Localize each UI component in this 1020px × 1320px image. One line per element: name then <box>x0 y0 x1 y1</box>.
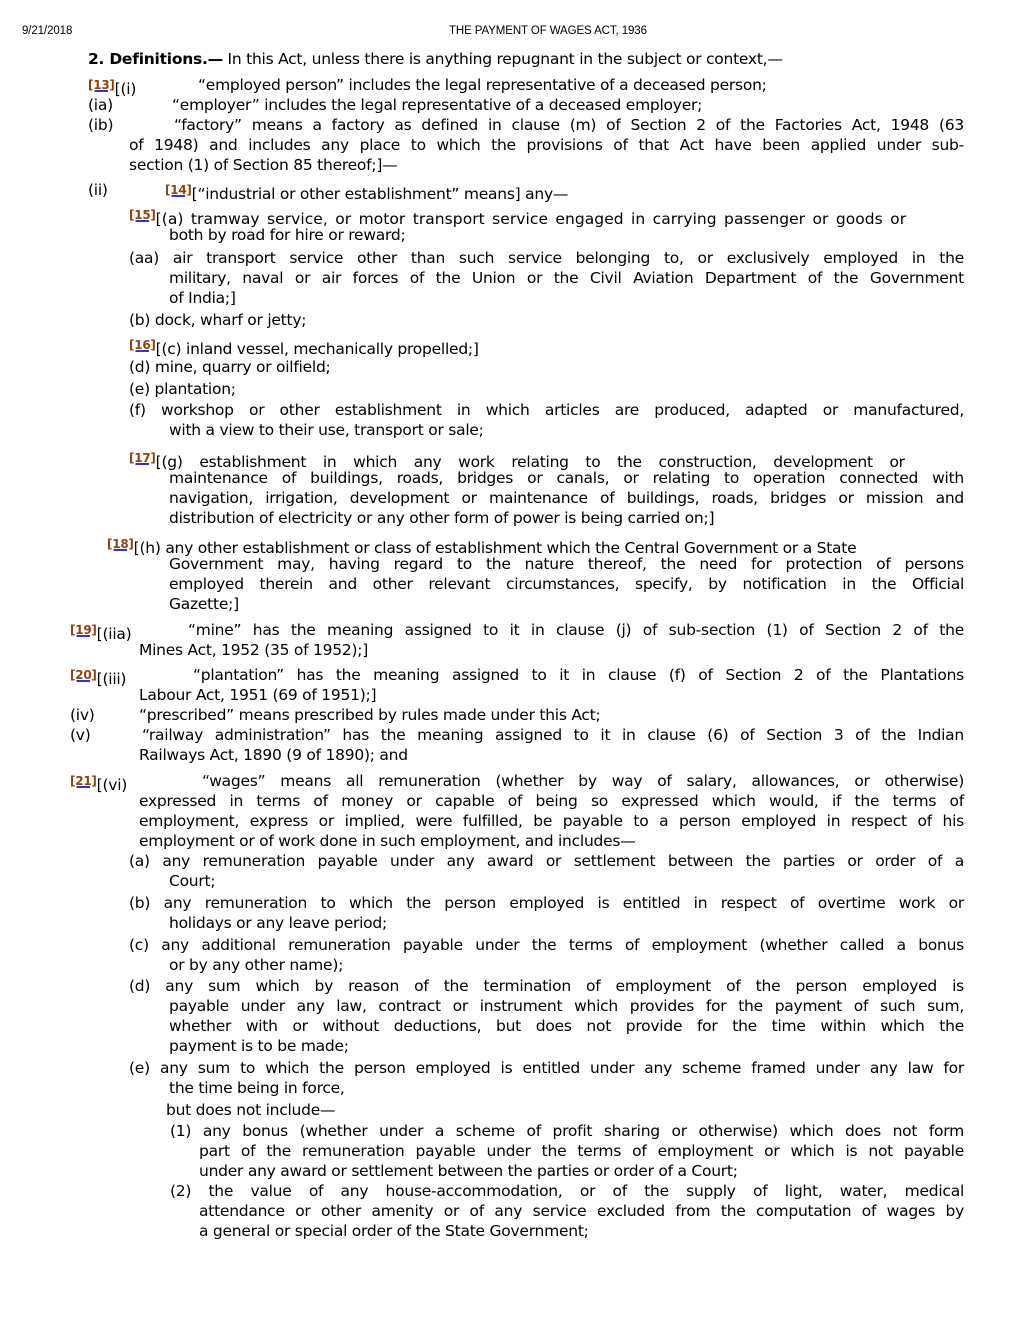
clause-ii <box>165 180 568 204</box>
footnote-link-20[interactable]: [20] <box>70 668 97 682</box>
clause-text: maintenance of buildings, roads, bridges or canals, or relating to operation connected with <box>169 469 964 487</box>
clause-text: payable under any law, contract or instrument which provides for the payment of such sum, <box>169 997 964 1015</box>
section-heading: 2. Definitions.— <box>88 50 223 68</box>
clause-text: employment or of work done in such employment, and includes— <box>139 832 636 850</box>
section-intro: In this Act, unless there is anything repugnant in the subject or context,— <box>222 50 783 68</box>
clause-text: (b) any remuneration to which the person employed is entitled in respect of overtime work or <box>129 894 964 912</box>
clause-text: military, naval or air forces of the Union or the Civil Aviation Department of the Government <box>169 269 964 287</box>
clause-text: navigation, irrigation, development or maintenance of buildings, roads, bridges or mission and <box>169 489 964 507</box>
footnote-link-13[interactable]: [13] <box>88 78 115 92</box>
print-date: 9/21/2018 <box>22 25 73 37</box>
clause-text: of India;] <box>169 289 236 307</box>
clause-text: [(g) establishment in which any work relating to the construction, development or <box>155 453 905 471</box>
clause-text: of 1948) and includes any place to which the provisions of that Act have been applied under sub- <box>129 136 964 154</box>
clause-text: “prescribed” means prescribed by rules made under this Act; <box>139 706 601 724</box>
clause-text: Government may, having regard to the nature thereof, the need for protection of persons <box>169 555 964 573</box>
footnote-link-14[interactable]: [14] <box>165 183 192 197</box>
clause-text: Gazette;] <box>169 595 239 613</box>
clause-text: “railway administration” has the meaning assigned to it in clause (6) of Section 3 of the Indian <box>142 726 964 744</box>
footnote-link-18[interactable]: [18] <box>107 537 134 551</box>
clause-text: Court; <box>169 872 216 890</box>
clause-text: (1) any bonus (whether under a scheme of profit sharing or otherwise) which does not form <box>170 1122 964 1140</box>
subclause-c <box>129 335 479 359</box>
clause-text: employment, express or implied, were fulfilled, be payable to a person employed in respect of his <box>139 812 964 830</box>
clause-label: [(i) <box>114 80 137 98</box>
clause-text: expressed in terms of money or capable of being so expressed which would, if the terms of <box>139 792 964 810</box>
clause-text: (c) any additional remuneration payable under the terms of employment (whether called a bonus <box>129 936 964 954</box>
clause-text: (2) the value of any house-accommodation, or of the supply of light, water, medical <box>170 1182 964 1200</box>
clause-text: (e) any sum to which the person employed is entitled under any scheme framed under any law for <box>129 1059 964 1077</box>
clause-text: [(h) any other establishment or class of establishment which the Central Government or a State <box>133 539 857 557</box>
clause-text: Railways Act, 1890 (9 of 1890); and <box>139 746 408 764</box>
clause-text: “mine” has the meaning assigned to it in clause (j) of sub-section (1) of Section 2 of the <box>188 621 964 639</box>
clause-text: (b) dock, wharf or jetty; <box>129 311 307 329</box>
clause-text: attendance or other amenity or of any service excluded from the computation of wages by <box>199 1202 964 1220</box>
footnote-link-15[interactable]: [15] <box>129 208 156 222</box>
clause-text: “employed person” includes the legal representative of a deceased person; <box>198 76 767 94</box>
clause-text: “factory” means a factory as defined in clause (m) of Section 2 of the Factories Act, 1948 (63 <box>174 116 964 134</box>
footnote-link-16[interactable]: [16] <box>129 338 156 352</box>
clause-text: both by road for hire or reward; <box>169 226 406 244</box>
clause-text: part of the remuneration payable under the terms of employment or which is not payable <box>199 1142 964 1160</box>
exclusion-intro: but does not include— <box>166 1101 336 1119</box>
clause-label: (ia) <box>88 96 113 114</box>
clause-text: with a view to their use, transport or sale; <box>169 421 484 439</box>
clause-text: or by any other name); <box>169 956 344 974</box>
clause-iia <box>70 620 131 644</box>
clause-text: a general or special order of the State Government; <box>199 1222 589 1240</box>
document-title: THE PAYMENT OF WAGES ACT, 1936 <box>449 25 647 37</box>
clause-text: employed therein and other relevant circumstances, specify, by notification in the Official <box>169 575 964 593</box>
footnote-link-19[interactable]: [19] <box>70 623 97 637</box>
clause-text: [“industrial or other establishment” means] any— <box>191 185 569 203</box>
clause-text: whether with or without deductions, but does not provide for the time within which the <box>169 1017 964 1035</box>
clause-text: holidays or any leave period; <box>169 914 387 932</box>
clause-vi <box>70 771 127 795</box>
clause-text: section (1) of Section 85 thereof;]— <box>129 156 398 174</box>
clause-label: [(iii) <box>96 670 127 688</box>
clause-text: (d) mine, quarry or oilfield; <box>129 358 331 376</box>
footnote-link-21[interactable]: [21] <box>70 774 97 788</box>
clause-text: “wages” means all remuneration (whether by way of salary, allowances, or otherwise) <box>202 772 964 790</box>
clause-label: (ii) <box>88 181 108 199</box>
clause-text: (aa) air transport service other than such service belonging to, or exclusively employed in the <box>129 249 964 267</box>
clause-text: under any award or settlement between the parties or order of a Court; <box>199 1162 738 1180</box>
clause-text: payment is to be made; <box>169 1037 349 1055</box>
clause-text: [(a) tramway service, or motor transport service engaged in carrying passenger or goods or <box>155 210 907 228</box>
clause-label: (v) <box>70 726 91 744</box>
clause-iii <box>70 665 126 689</box>
clause-label: (ib) <box>88 116 114 134</box>
clause-text: (a) any remuneration payable under any award or settlement between the parties or order of a <box>129 852 964 870</box>
clause-text: (e) plantation; <box>129 380 236 398</box>
clause-text: distribution of electricity or any other form of power is being carried on;] <box>169 509 715 527</box>
section-heading-line <box>88 49 783 69</box>
clause-text: [(c) inland vessel, mechanically propelled;] <box>155 340 479 358</box>
clause-text: (d) any sum which by reason of the termination of employment of the person employed is <box>129 977 964 995</box>
clause-label: (iv) <box>70 706 95 724</box>
clause-text: (f) workshop or other establishment in which articles are produced, adapted or manufactured, <box>129 401 964 419</box>
clause-text: Labour Act, 1951 (69 of 1951);] <box>139 686 377 704</box>
clause-label: [(vi) <box>96 776 128 794</box>
clause-text: Mines Act, 1952 (35 of 1952);] <box>139 641 369 659</box>
clause-label: [(iia) <box>96 625 132 643</box>
clause-text: “employer” includes the legal representative of a deceased employer; <box>172 96 703 114</box>
clause-text: “plantation” has the meaning assigned to it in clause (f) of Section 2 of the Plantations <box>193 666 964 684</box>
footnote-link-17[interactable]: [17] <box>129 451 156 465</box>
clause-text: the time being in force, <box>169 1079 345 1097</box>
